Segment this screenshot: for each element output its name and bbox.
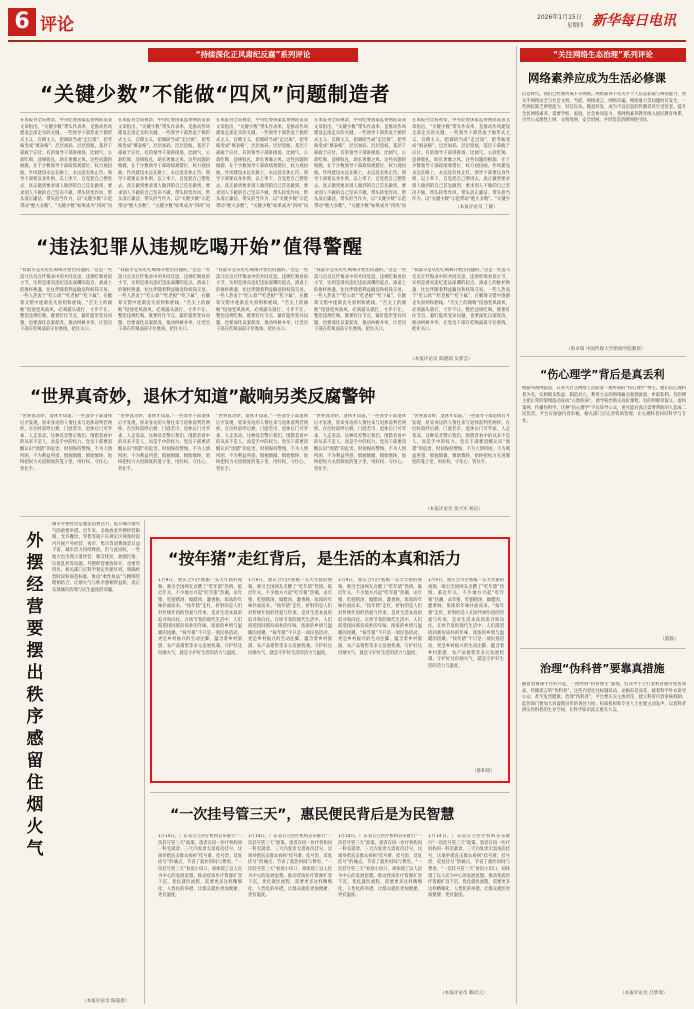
article-7-headline: 网络素养应成为生活必修课 bbox=[528, 71, 666, 85]
article-2-col-3: “我最早是从吃吃喝喝开始出问题的。”这是一些落马官员在忏悔录中的共同反思。违规吃喝看似小节，实则是滑向违纪违法深渊的起点。酒桌上的推杯换盏，往往伴随着利益输送和权钱交易。一些人热衷于“吃公款”“吃老板”“吃下属”，在觥筹交错中逐渐丧失原则和底线。“舌尖上的腐败”侵蚀党风政风，必须露头就打、寸步不让。整治违规吃喝，既要盯住节点、紧盯隐形变异问题，也要深化以案促改，推动纠树并举，让党员干部在吃喝面前守住底线、把住关口。 bbox=[216, 268, 308, 333]
article-2-col-5: “我最早是从吃吃喝喝开始出问题的。”这是一些落马官员在忏悔录中的共同反思。违规吃喝看似小节，实则是滑向违纪违法深渊的起点。酒桌上的推杯换盏，往往伴随着利益输送和权钱交易。一些人热衷于“吃公款”“吃老板”“吃下属”，在觥筹交错中逐渐丧失原则和底线。“舌尖上的腐败”侵蚀党风政风，必须露头就打、寸步不让。整治违规吃喝，既要盯住节点、紧盯隐形变异问题，也要深化以案促改，推动纠树并举，让党员干部在吃喝面前守住底线、把住关口。 bbox=[412, 268, 510, 333]
article-1-headline: “关键少数”不能做“四风”问题制造者 bbox=[40, 82, 391, 106]
article-6-col-1: 1月14日，广东省公立医疗机构宣布推行“一次挂号管三天”政策。患者在同一医疗机构同一科室就诊，三天内复诊无需再次挂号，这项举措直击群众看病“挂号难、挂号贵、反复挂号”的痛点，节省了就医时间与费用。“一次挂号管三天”看似小切口，却体现了以人民为中心的发展思想。推动优质医疗资源扩容下沉、优化就医流程，需要更多这样精细化、人性化的举措，让群众就医更加便捷、更有温度。 bbox=[158, 834, 242, 899]
issue-date: 2026年1月15日 bbox=[537, 14, 582, 21]
divider-1 bbox=[20, 214, 510, 215]
divider-2 bbox=[20, 366, 510, 367]
divider-8 bbox=[520, 648, 686, 649]
masthead-logo: 新华每日电讯 bbox=[592, 13, 676, 29]
article-9-byline: （本报评论员 吕梦琦） bbox=[620, 991, 668, 996]
issue-weekday: 星期四 bbox=[567, 23, 584, 29]
header-rule bbox=[8, 40, 686, 42]
article-3-col-1: “世界真奇妙，退休才知道。”一些领导干部退休后才发现，原来身边的人情往来与退休前判若两样。在位时前呼后拥、门庭若市，退休后门可罗雀、人走茶凉。这种反差警示我们，围猎者看中的从来不是人，而是手中的权力。党员干部要清醒认识“围猎”的危害，时刻保持警惕，不为人情所困、不为利益所惑，慎独慎微、慎始慎终，始终把权力关进制度的笼子里，用好权、守住心、管住手。 bbox=[20, 414, 112, 472]
article-5-col-3: 1月9日，重庆合川区姑娘一头大年猪的视频，吸引全国网友点燃了“吃年猪”热情。临近年关，不少地方兴起“吃年猪”热潮，杀年猪、吃刨猪汤、做腊肉、灌香肠，浓浓的年味扑面而来。“按年猪”走红，折射的是人们对传统年俗的热爱与传承，是对生活本真的追寻和向往。在快节奏的现代生活中，人们渴望找回那份质朴的年味、浓浓的乡情与温暖的团聚。“按年猪”不只是一项民俗活动，更是乡村振兴的生动注脚，蕴含着乡村旅游、农产品销售等多元发展机遇。守护好这份烟火气，就是守护好生活的活力与温度。 bbox=[338, 578, 422, 656]
article-6-byline: （本报评论员 赖诗云） bbox=[440, 991, 488, 996]
article-1-col-2: 在本报刊全局视察，中央纪委国家监委网站发表文章指出，“关键少数”带头作表率，是推动作风建设走深走实的关键。一些领导干部热衷于搞形式主义、官僚主义，把调研当成“走过场”，把考核变成“填表格”，层层加码、层层留痕，基层干部疲于应付。有的领导干部讲排场、比阔气，公款吃喝、违规收礼，助长奢靡之风。这些问题的根源，在于少数领导干部政绩观错位、权力观扭曲。作风建设永远在路上，永远没有休止符。领导干部要以身作则、以上率下，自觉把自己摆进去，真正做到要求别人做到的自己首先做到，要求别人不做的自己坚决不做，带头转变作风、带头清正廉洁、带头担当作为，以“关键少数”示范带动“绝大多数”。“关键少数”如果成为“四风”问 bbox=[118, 118, 210, 208]
section-title: 评论 bbox=[40, 15, 74, 35]
article-6-col-3: 1月14日，广东省公立医疗机构宣布推行“一次挂号管三天”政策。患者在同一医疗机构同一科室就诊，三天内复诊无需再次挂号，这项举措直击群众看病“挂号难、挂号贵、反复挂号”的痛点，节省了就医时间与费用。“一次挂号管三天”看似小切口，却体现了以人民为中心的发展思想。推动优质医疗资源扩容下沉、优化就医流程，需要更多这样精细化、人性化的举措，让群众就医更加便捷、更有温度。 bbox=[338, 834, 422, 899]
article-7-byline: （鲁卓瑞 中国传媒大学新闻学院教授） bbox=[566, 347, 646, 352]
page-number: 6 bbox=[8, 8, 36, 36]
article-3-col-3: “世界真奇妙，退休才知道。”一些领导干部退休后才发现，原来身边的人情往来与退休前判若两样。在位时前呼后拥、门庭若市，退休后门可罗雀、人走茶凉。这种反差警示我们，围猎者看中的从来不是人，而是手中的权力。党员干部要清醒认识“围猎”的危害，时刻保持警惕，不为人情所困、不为利益所惑，慎独慎微、慎始慎终，始终把权力关进制度的笼子里，用好权、守住心、管住手。 bbox=[216, 414, 308, 472]
article-2-headline: “违法犯罪从违规吃喝开始”值得警醒 bbox=[36, 236, 363, 258]
article-1-col-3: 在本报刊全局视察，中央纪委国家监委网站发表文章指出，“关键少数”带头作表率，是推动作风建设走深走实的关键。一些领导干部热衷于搞形式主义、官僚主义，把调研当成“走过场”，把考核变成“填表格”，层层加码、层层留痕，基层干部疲于应付。有的领导干部讲排场、比阔气，公款吃喝、违规收礼，助长奢靡之风。这些问题的根源，在于少数领导干部政绩观错位、权力观扭曲。作风建设永远在路上，永远没有休止符。领导干部要以身作则、以上率下，自觉把自己摆进去，真正做到要求别人做到的自己首先做到，要求别人不做的自己坚决不做，带头转变作风、带头清正廉洁、带头担当作为，以“关键少数”示范带动“绝大多数”。“关键少数”如果成为“四风”问 bbox=[216, 118, 308, 208]
column-divider bbox=[516, 46, 517, 1004]
article-3-col-5: “世界真奇妙，退休才知道。”一些领导干部退休后才发现，原来身边的人情往来与退休前判若两样。在位时前呼后拥、门庭若市，退休后门可罗雀、人走茶凉。这种反差警示我们，围猎者看中的从来不是人，而是手中的权力。党员干部要清醒认识“围猎”的危害，时刻保持警惕，不为人情所困、不为利益所惑，慎独慎微、慎始慎终，始终把权力关进制度的笼子里，用好权、守住心、管住手。 bbox=[412, 414, 510, 466]
article-2-col-1: “我最早是从吃吃喝喝开始出问题的。”这是一些落马官员在忏悔录中的共同反思。违规吃喝看似小节，实则是滑向违纪违法深渊的起点。酒桌上的推杯换盏，往往伴随着利益输送和权钱交易。一些人热衷于“吃公款”“吃老板”“吃下属”，在觥筹交错中逐渐丧失原则和底线。“舌尖上的腐败”侵蚀党风政风，必须露头就打、寸步不让。整治违规吃喝，既要盯住节点、紧盯隐形变异问题，也要深化以案促改，推动纠树并举，让党员干部在吃喝面前守住底线、把住关口。 bbox=[20, 268, 112, 333]
article-1-col-1: 在本报刊全局视察，中央纪委国家监委网站发表文章指出，“关键少数”带头作表率，是推动作风建设走深走实的关键。一些领导干部热衷于搞形式主义、官僚主义，把调研当成“走过场”，把考核变成“填表格”，层层加码、层层留痕，基层干部疲于应付。有的领导干部讲排场、比阔气，公款吃喝、违规收礼，助长奢靡之风。这些问题的根源，在于少数领导干部政绩观错位、权力观扭曲。作风建设永远在路上，永远没有休止符。领导干部要以身作则、以上率下，自觉把自己摆进去，真正做到要求别人做到的自己首先做到，要求别人不做的自己坚决不做，带头转变作风、带头清正廉洁、带头担当作为，以“关键少数”示范带动“绝大多数”。“关键少数”如果成为“四风”问 bbox=[20, 118, 112, 208]
article-2-byline: （本报评论员 陈德润 吴梦芸） bbox=[410, 357, 473, 362]
divider-3 bbox=[20, 516, 510, 517]
article-1-byline: （本报评论员 丁静） bbox=[455, 205, 498, 210]
article-5-col-1: 1月9日，重庆合川区姑娘一头大年猪的视频，吸引全国网友点燃了“吃年猪”热情。临近年关，不少地方兴起“吃年猪”热潮，杀年猪、吃刨猪汤、做腊肉、灌香肠，浓浓的年味扑面而来。“按年猪”走红，折射的是人们对传统年俗的热爱与传承，是对生活本真的追寻和向往。在快节奏的现代生活中，人们渴望找回那份质朴的年味、浓浓的乡情与温暖的团聚。“按年猪”不只是一项民俗活动，更是乡村振兴的生动注脚，蕴含着乡村旅游、农产品销售等多元发展机遇。守护好这份烟火气，就是守护好生活的活力与温度。 bbox=[158, 578, 242, 656]
divider-7 bbox=[520, 356, 686, 357]
article-4-col-1: 城市外摆经营是激发消费活力、提升城市烟火气的重要举措。近年来，多地放宽外摆经营限制，允许餐饮、零售等商户在规定区域和时段内开展户外经营，夜市、集市等消费场景日益丰富，城市活力持续释放。但与此同时，一些地方也出现占道经营、噪音扰民、油烟污染、垃圾乱扔等问题。外摆经营要放得开，也要管得住。相关部门应科学划定外摆区域，明确经营时段和规范标准，推动“柔性执法”与精细管理相结合，让烟火气与秩序感相得益彰，真正实现城市治理与民生温度的双赢。 bbox=[52, 522, 140, 593]
article-6-headline: “一次挂号管三天”，惠民便民背后是为民智慧 bbox=[170, 807, 455, 823]
article-5-col-2: 1月9日，重庆合川区姑娘一头大年猪的视频，吸引全国网友点燃了“吃年猪”热情。临近年关，不少地方兴起“吃年猪”热潮，杀年猪、吃刨猪汤、做腊肉、灌香肠，浓浓的年味扑面而来。“按年猪”走红，折射的是人们对传统年俗的热爱与传承，是对生活本真的追寻和向往。在快节奏的现代生活中，人们渴望找回那份质朴的年味、浓浓的乡情与温暖的团聚。“按年猪”不只是一项民俗活动，更是乡村振兴的生动注脚，蕴含着乡村旅游、农产品销售等多元发展机遇。守护好这份烟火气，就是守护好生活的活力与温度。 bbox=[248, 578, 332, 656]
article-4-byline: （本报评论员 陈迪晨） bbox=[82, 999, 130, 1004]
article-1-col-5: 在本报刊全局视察，中央纪委国家监委网站发表文章指出，“关键少数”带头作表率，是推动作风建设走深走实的关键。一些领导干部热衷于搞形式主义、官僚主义，把调研当成“走过场”，把考核变成“填表格”，层层加码、层层留痕，基层干部疲于应付。有的领导干部讲排场、比阔气，公款吃喝、违规收礼，助长奢靡之风。这些问题的根源，在于少数领导干部政绩观错位、权力观扭曲。作风建设永远在路上，永远没有休止符。领导干部要以身作则、以上率下，自觉把自己摆进去，真正做到要求别人做到的自己首先做到，要求别人不做的自己坚决不做，带头转变作风、带头清正廉洁、带头担当作为，以“关键少数”示范带动“绝大多数”。“关键少 bbox=[412, 118, 510, 202]
article-5-col-4: 1月9日，重庆合川区姑娘一头大年猪的视频，吸引全国网友点燃了“吃年猪”热情。临近年关，不少地方兴起“吃年猪”热潮，杀年猪、吃刨猪汤、做腊肉、灌香肠，浓浓的年味扑面而来。“按年猪”走红，折射的是人们对传统年俗的热爱与传承，是对生活本真的追寻和向往。在快节奏的现代生活中，人们渴望找回那份质朴的年味、浓浓的乡情与温暖的团聚。“按年猪”不只是一项民俗活动，更是乡村振兴的生动注脚，蕴含着乡村旅游、农产品销售等多元发展机遇。守护好这份烟火气，就是守护好生活的活力与温度。 bbox=[428, 578, 504, 669]
article-3-col-4: “世界真奇妙，退休才知道。”一些领导干部退休后才发现，原来身边的人情往来与退休前判若两样。在位时前呼后拥、门庭若市，退休后门可罗雀、人走茶凉。这种反差警示我们，围猎者看中的从来不是人，而是手中的权力。党员干部要清醒认识“围猎”的危害，时刻保持警惕，不为人情所困、不为利益所惑，慎独慎微、慎始慎终，始终把权力关进制度的笼子里，用好权、守住心、管住手。 bbox=[314, 414, 406, 472]
article-1-col-4: 在本报刊全局视察，中央纪委国家监委网站发表文章指出，“关键少数”带头作表率，是推动作风建设走深走实的关键。一些领导干部热衷于搞形式主义、官僚主义，把调研当成“走过场”，把考核变成“填表格”，层层加码、层层留痕，基层干部疲于应付。有的领导干部讲排场、比阔气，公款吃喝、违规收礼，助长奢靡之风。这些问题的根源，在于少数领导干部政绩观错位、权力观扭曲。作风建设永远在路上，永远没有休止符。领导干部要以身作则、以上率下，自觉把自己摆进去，真正做到要求别人做到的自己首先做到，要求别人不做的自己坚决不做，带头转变作风、带头清正廉洁、带头担当作为，以“关键少数”示范带动“绝大多数”。“关键少数”如果成为“四风”问 bbox=[314, 118, 406, 208]
article-3-byline: （本报评论员 张兴军 杨洁） bbox=[425, 507, 484, 512]
article-9-body: 随着短视频平台的兴起，一批所谓“科普博主”涌现，但其中不乏打着科普旗号兜售商品、传播谣言的“伪科普”。这些内容往往标题耸动、论据似是而非，披着科学外衣误导公众，甚至危害健康。治理“伪科普”，平台要压实主体责任，建立科普内容审核机制；监管部门要加大对虚假宣传的查处力度；权威机构和专业人士也要主动发声，以真科普挤压伪科普的生存空间，让科学知识真正惠及大众。 bbox=[522, 682, 686, 714]
article-6-col-2: 1月14日，广东省公立医疗机构宣布推行“一次挂号管三天”政策。患者在同一医疗机构同一科室就诊，三天内复诊无需再次挂号，这项举措直击群众看病“挂号难、挂号贵、反复挂号”的痛点，节省了就医时间与费用。“一次挂号管三天”看似小切口，却体现了以人民为中心的发展思想。推动优质医疗资源扩容下沉、优化就医流程，需要更多这样精细化、人性化的举措，让群众就医更加便捷、更有温度。 bbox=[248, 834, 332, 899]
article-1-rule bbox=[20, 112, 510, 113]
article-8-body: 根据央视网报道，在各大社交网络上活跃着一批所谓的“伤心理学”博主。他们以心理科普为名，实则贩卖焦虑、制造对立，利用大众的情绪痛点收割流量、牟取私利。有的博主把正常的情绪波动说成“心理疾病”，诱导粉丝购买高价课程；有的则断章取义、虚构案例，传播伪科学。这种“伤心理学”不仅误导公众，更可能对真正需要帮助的人造成二次伤害。平台应加强内容审核，相关部门应完善资质管理，让心理科普回归科学与专业。 bbox=[522, 386, 686, 424]
article-2-col-2: “我最早是从吃吃喝喝开始出问题的。”这是一些落马官员在忏悔录中的共同反思。违规吃喝看似小节，实则是滑向违纪违法深渊的起点。酒桌上的推杯换盏，往往伴随着利益输送和权钱交易。一些人热衷于“吃公款”“吃老板”“吃下属”，在觥筹交错中逐渐丧失原则和底线。“舌尖上的腐败”侵蚀党风政风，必须露头就打、寸步不让。整治违规吃喝，既要盯住节点、紧盯隐形变异问题，也要深化以案促改，推动纠树并举，让党员干部在吃喝面前守住底线、把住关口。 bbox=[118, 268, 210, 333]
article-4-headline: 外摆经营要摆出秩序感留住烟火气 bbox=[26, 531, 44, 859]
article-2-col-4: “我最早是从吃吃喝喝开始出问题的。”这是一些落马官员在忏悔录中的共同反思。违规吃喝看似小节，实则是滑向违纪违法深渊的起点。酒桌上的推杯换盏，往往伴随着利益输送和权钱交易。一些人热衷于“吃公款”“吃老板”“吃下属”，在觥筹交错中逐渐丧失原则和底线。“舌尖上的腐败”侵蚀党风政风，必须露头就打、寸步不让。整治违规吃喝，既要盯住节点、紧盯隐形变异问题，也要深化以案促改，推动纠树并举，让党员干部在吃喝面前守住底线、把住关口。 bbox=[314, 268, 406, 333]
article-3-col-2: “世界真奇妙，退休才知道。”一些领导干部退休后才发现，原来身边的人情往来与退休前判若两样。在位时前呼后拥、门庭若市，退休后门可罗雀、人走茶凉。这种反差警示我们，围猎者看中的从来不是人，而是手中的权力。党员干部要清醒认识“围猎”的危害，时刻保持警惕，不为人情所困、不为利益所惑，慎独慎微、慎始慎终，始终把权力关进制度的笼子里，用好权、守住心、管住手。 bbox=[118, 414, 210, 472]
article-8-byline: （董毅） bbox=[660, 637, 679, 642]
article-8-headline: “伤心理学”背后是真丢利 bbox=[540, 368, 665, 381]
series-banner-right: “关注网络生态治理”系列评论 bbox=[520, 48, 686, 62]
article-9-headline: 治理“伪科普”要靠真措施 bbox=[540, 662, 665, 675]
article-7-body: 信息时代，我们已经须臾离不开网络。网络素养不仅关乎个人信息获取与辨别能力，更关乎网络安全与社会文明。当前，网络谣言、网络诈骗、网络暴力等问题时有发生，一些网民缺乏辨别能力，轻信盲从、随意转发，成为不良信息的传播者甚至受害者。提升全民网络素养，需要学校、家庭、社会协同发力，将网络素养教育纳入国民教育体系，引导公众理性上网、文明用网、安全用网，共同营造清朗网络空间。 bbox=[522, 92, 686, 124]
divider-5 bbox=[150, 792, 510, 793]
article-5-byline: （陈和瑶） bbox=[472, 769, 495, 774]
series-banner-main: “持续深化正风肃纪反腐”系列评论 bbox=[148, 48, 358, 62]
article-5-headline: “按年猪”走红背后，是生活的本真和活力 bbox=[168, 549, 462, 568]
article-6-col-4: 1月14日，广东省公立医疗机构宣布推行“一次挂号管三天”政策。患者在同一医疗机构同一科室就诊，三天内复诊无需再次挂号，这项举措直击群众看病“挂号难、挂号贵、反复挂号”的痛点，节省了就医时间与费用。“一次挂号管三天”看似小切口，却体现了以人民为中心的发展思想。推动优质医疗资源扩容下沉、优化就医流程，需要更多这样精细化、人性化的举措，让群众就医更加便捷、更有温度。 bbox=[428, 834, 510, 899]
divider-4 bbox=[144, 520, 145, 1004]
article-3-headline: “世界真奇妙，退休才知道”敲响另类反腐警钟 bbox=[30, 387, 376, 407]
